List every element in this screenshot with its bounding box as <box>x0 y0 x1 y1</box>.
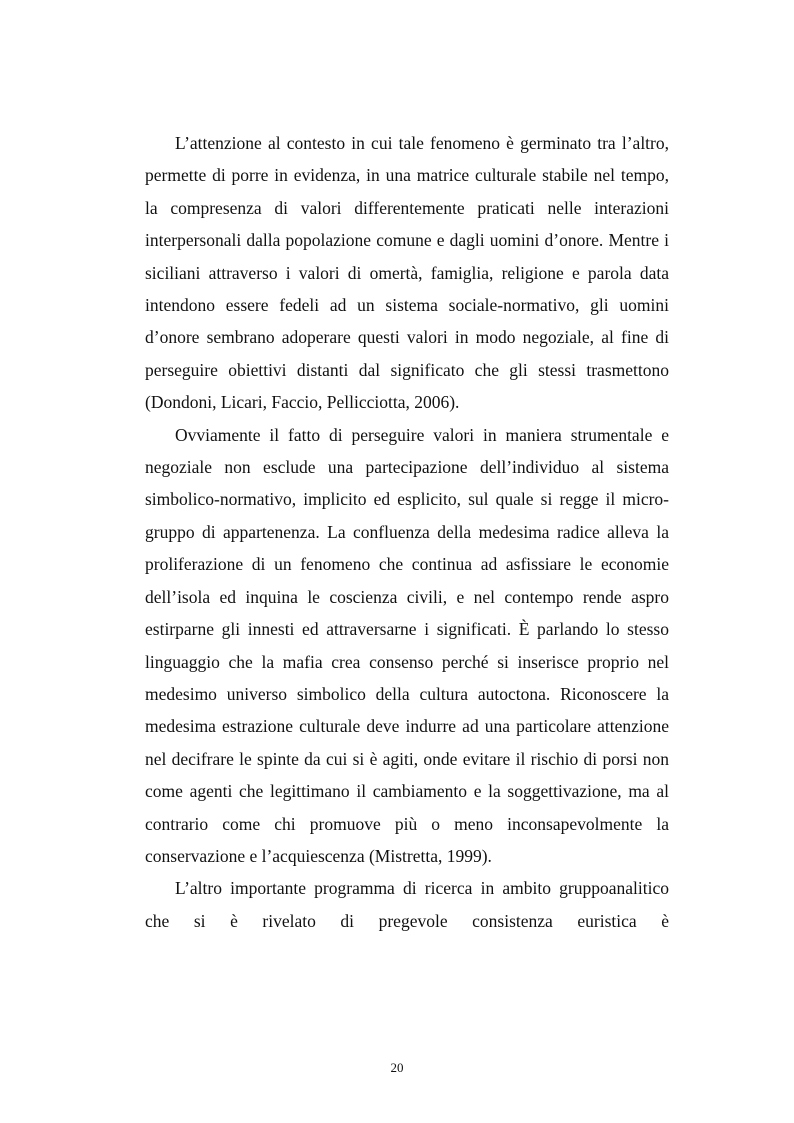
paragraph: L’attenzione al contesto in cui tale fenomeno è germinato tra l’altro, permette di porre in evidenza, in una matrice culturale stabile nel tempo, la compresenza di valori differentemente praticati nelle interazioni interpersonali dalla popolazione comune e dagli uomini d’onore. Mentre i siciliani attraverso i valori di omertà, famiglia, religione e parola data intendono essere fedeli ad un sistema sociale-normativo, gli uomini d’onore sembrano adoperare questi valori in modo negoziale, al fine di perseguire obiettivi distanti dal significato che gli stessi trasmettono (Dondoni, Licari, Faccio, Pellicciotta, 2006). <box>145 133 669 413</box>
document-body <box>145 127 669 937</box>
paragraph: Ovviamente il fatto di perseguire valori in maniera strumentale e negoziale non esclude una partecipazione dell’individuo al sistema simbolico-normativo, implicito ed esplicito, sul quale si regge il micro-gruppo di appartenenza. La confluenza della medesima radice alleva la proliferazione di un fenomeno che continua ad asfissiare le economie dell’isola ed inquina le coscienza civili, e nel contempo rende aspro estirparne gli innesti ed attraversarne i significati. È parlando lo stesso linguaggio che la mafia crea consenso perché si inserisce proprio nel medesimo universo simbolico della cultura autoctona. Riconoscere la medesima estrazione culturale deve indurre ad una particolare attenzione nel decifrare le spinte da cui si è agiti, onde evitare il rischio di porsi non come agenti che legittimano il cambiamento e la soggettivazione, ma al contrario come chi promuove più o meno inconsapevolmente la conservazione e l’acquiescenza (Mistretta, 1999). <box>145 424 669 866</box>
paragraph: L’altro importante programma di ricerca in ambito gruppoanalitico che si è rivelato di pregevole consistenza euristica è <box>145 878 669 931</box>
page-number: 20 <box>390 1060 404 1075</box>
